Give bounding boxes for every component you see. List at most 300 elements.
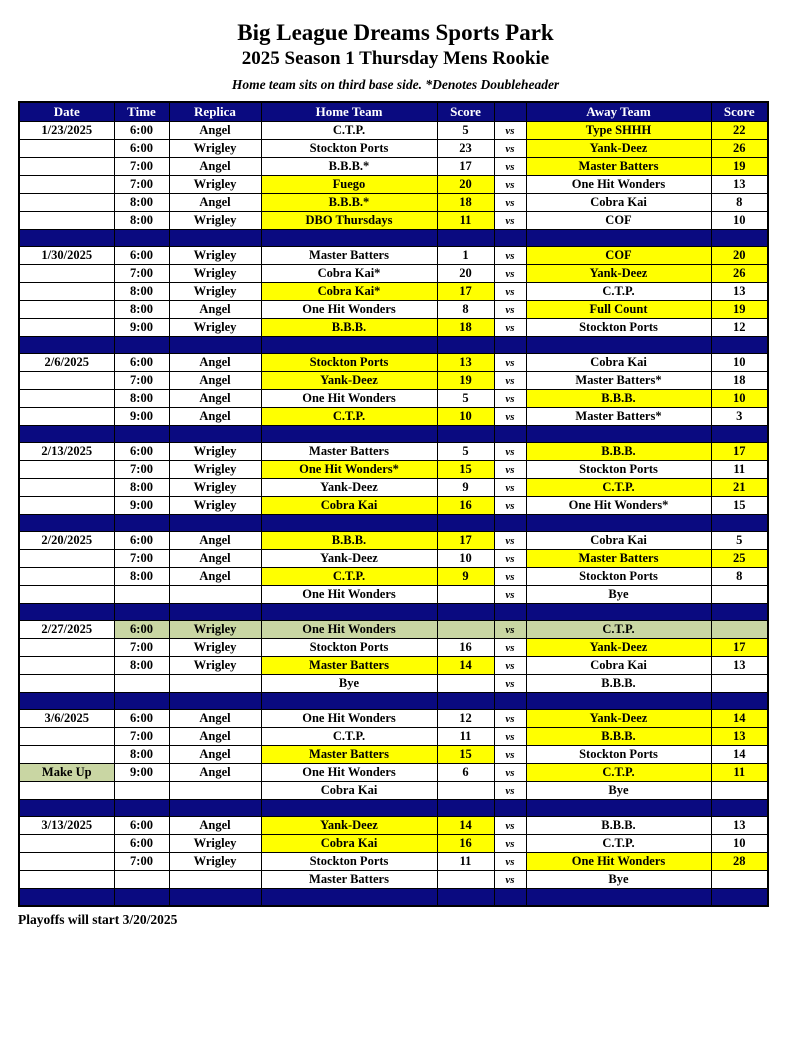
away-score-cell: 25 xyxy=(711,550,768,568)
home-score-cell: 16 xyxy=(437,639,494,657)
away-team-cell: Master Batters xyxy=(526,550,711,568)
date-cell xyxy=(19,853,114,871)
away-team-cell: Cobra Kai xyxy=(526,354,711,372)
away-score-cell: 13 xyxy=(711,283,768,301)
replica-cell: Angel xyxy=(169,532,261,550)
home-team-cell: Yank-Deez xyxy=(261,479,437,497)
home-score-cell: 12 xyxy=(437,710,494,728)
home-score-cell xyxy=(437,586,494,604)
vs-cell: vs xyxy=(494,639,526,657)
time-cell: 8:00 xyxy=(114,479,169,497)
replica-cell: Angel xyxy=(169,408,261,426)
separator-cell xyxy=(711,889,768,907)
game-row xyxy=(19,372,768,390)
away-team-cell: COF xyxy=(526,212,711,230)
time-cell: 9:00 xyxy=(114,319,169,337)
replica-cell: Wrigley xyxy=(169,443,261,461)
time-cell: 8:00 xyxy=(114,657,169,675)
separator-cell xyxy=(711,604,768,621)
vs-cell: vs xyxy=(494,354,526,372)
home-team-cell: Master Batters xyxy=(261,247,437,265)
home-score-cell: 11 xyxy=(437,728,494,746)
vs-cell: vs xyxy=(494,568,526,586)
home-team-cell: One Hit Wonders xyxy=(261,621,437,639)
separator-cell xyxy=(169,604,261,621)
home-score-cell: 11 xyxy=(437,212,494,230)
away-score-cell xyxy=(711,621,768,639)
vs-cell: vs xyxy=(494,319,526,337)
home-team-cell: One Hit Wonders xyxy=(261,710,437,728)
replica-cell: Wrigley xyxy=(169,283,261,301)
away-team-cell: Master Batters xyxy=(526,158,711,176)
away-team-cell: One Hit Wonders* xyxy=(526,497,711,515)
date-cell xyxy=(19,746,114,764)
time-cell: 8:00 xyxy=(114,212,169,230)
time-cell: 6:00 xyxy=(114,835,169,853)
time-cell xyxy=(114,586,169,604)
home-score-cell: 5 xyxy=(437,122,494,140)
date-cell xyxy=(19,212,114,230)
home-team-cell: C.T.P. xyxy=(261,568,437,586)
replica-cell: Angel xyxy=(169,390,261,408)
separator-cell xyxy=(711,426,768,443)
home-score-cell: 14 xyxy=(437,657,494,675)
column-header: Away Team xyxy=(526,102,711,122)
home-score-cell: 18 xyxy=(437,319,494,337)
game-row xyxy=(19,176,768,194)
away-team-cell: B.B.B. xyxy=(526,390,711,408)
away-score-cell: 10 xyxy=(711,354,768,372)
home-team-cell: Yank-Deez xyxy=(261,817,437,835)
time-cell: 9:00 xyxy=(114,408,169,426)
replica-cell: Angel xyxy=(169,568,261,586)
replica-cell: Angel xyxy=(169,728,261,746)
replica-cell: Angel xyxy=(169,746,261,764)
separator-cell xyxy=(114,889,169,907)
home-team-cell: Bye xyxy=(261,675,437,693)
home-score-cell: 20 xyxy=(437,176,494,194)
date-cell xyxy=(19,639,114,657)
vs-cell: vs xyxy=(494,728,526,746)
away-score-cell: 5 xyxy=(711,532,768,550)
column-header: Score xyxy=(711,102,768,122)
home-team-cell: Cobra Kai* xyxy=(261,265,437,283)
time-cell: 6:00 xyxy=(114,710,169,728)
week-separator-row xyxy=(19,426,768,443)
vs-cell: vs xyxy=(494,675,526,693)
away-team-cell: One Hit Wonders xyxy=(526,176,711,194)
game-row xyxy=(19,746,768,764)
separator-cell xyxy=(494,515,526,532)
replica-cell xyxy=(169,782,261,800)
separator-cell xyxy=(19,515,114,532)
home-score-cell: 17 xyxy=(437,283,494,301)
week-separator-row xyxy=(19,515,768,532)
away-score-cell: 13 xyxy=(711,657,768,675)
time-cell: 7:00 xyxy=(114,728,169,746)
home-score-cell xyxy=(437,871,494,889)
game-row xyxy=(19,390,768,408)
home-score-cell: 13 xyxy=(437,354,494,372)
away-team-cell: B.B.B. xyxy=(526,728,711,746)
home-score-cell: 8 xyxy=(437,301,494,319)
game-row xyxy=(19,194,768,212)
home-team-cell: Master Batters xyxy=(261,657,437,675)
separator-cell xyxy=(494,337,526,354)
game-row xyxy=(19,479,768,497)
separator-cell xyxy=(19,800,114,817)
date-cell xyxy=(19,835,114,853)
replica-cell xyxy=(169,586,261,604)
separator-cell xyxy=(114,230,169,247)
away-score-cell: 20 xyxy=(711,247,768,265)
home-team-cell: Stockton Ports xyxy=(261,354,437,372)
replica-cell: Angel xyxy=(169,372,261,390)
time-cell: 6:00 xyxy=(114,532,169,550)
away-team-cell: Stockton Ports xyxy=(526,319,711,337)
replica-cell xyxy=(169,871,261,889)
away-score-cell xyxy=(711,675,768,693)
date-cell xyxy=(19,497,114,515)
away-team-cell: C.T.P. xyxy=(526,764,711,782)
date-cell: 3/13/2025 xyxy=(19,817,114,835)
week-separator-row xyxy=(19,800,768,817)
home-score-cell xyxy=(437,621,494,639)
separator-cell xyxy=(526,800,711,817)
separator-cell xyxy=(494,693,526,710)
separator-cell xyxy=(261,889,437,907)
separator-cell xyxy=(261,337,437,354)
home-score-cell: 10 xyxy=(437,550,494,568)
away-team-cell: COF xyxy=(526,247,711,265)
playoffs-note: Playoffs will start 3/20/2025 xyxy=(18,912,178,928)
away-score-cell: 17 xyxy=(711,639,768,657)
away-score-cell: 26 xyxy=(711,140,768,158)
time-cell: 8:00 xyxy=(114,568,169,586)
date-cell xyxy=(19,390,114,408)
separator-cell xyxy=(19,889,114,907)
date-cell: 1/30/2025 xyxy=(19,247,114,265)
column-header: Time xyxy=(114,102,169,122)
home-team-cell: Stockton Ports xyxy=(261,639,437,657)
date-cell xyxy=(19,301,114,319)
separator-cell xyxy=(19,426,114,443)
separator-cell xyxy=(114,337,169,354)
page-title: Big League Dreams Sports Park xyxy=(237,20,554,45)
away-score-cell: 13 xyxy=(711,728,768,746)
away-team-cell: Yank-Deez xyxy=(526,710,711,728)
vs-cell: vs xyxy=(494,140,526,158)
away-team-cell: Type SHHH xyxy=(526,122,711,140)
replica-cell: Angel xyxy=(169,710,261,728)
away-score-cell: 8 xyxy=(711,194,768,212)
replica-cell: Wrigley xyxy=(169,853,261,871)
home-score-cell: 6 xyxy=(437,764,494,782)
home-score-cell: 18 xyxy=(437,194,494,212)
away-team-cell: B.B.B. xyxy=(526,675,711,693)
game-row xyxy=(19,122,768,140)
replica-cell: Wrigley xyxy=(169,461,261,479)
home-score-cell: 20 xyxy=(437,265,494,283)
date-cell xyxy=(19,283,114,301)
home-score-cell: 5 xyxy=(437,443,494,461)
away-team-cell: Master Batters* xyxy=(526,372,711,390)
home-team-cell: Cobra Kai* xyxy=(261,283,437,301)
vs-cell: vs xyxy=(494,247,526,265)
replica-cell: Wrigley xyxy=(169,621,261,639)
separator-cell xyxy=(114,604,169,621)
away-score-cell: 3 xyxy=(711,408,768,426)
home-team-cell: B.B.B.* xyxy=(261,158,437,176)
away-score-cell: 10 xyxy=(711,212,768,230)
game-row xyxy=(19,710,768,728)
away-team-cell: Bye xyxy=(526,871,711,889)
separator-cell xyxy=(114,426,169,443)
game-row xyxy=(19,728,768,746)
game-row xyxy=(19,871,768,889)
vs-cell: vs xyxy=(494,283,526,301)
away-team-cell: Bye xyxy=(526,782,711,800)
separator-cell xyxy=(711,230,768,247)
away-score-cell: 18 xyxy=(711,372,768,390)
game-row xyxy=(19,621,768,639)
time-cell: 6:00 xyxy=(114,122,169,140)
week-separator-row xyxy=(19,230,768,247)
date-cell xyxy=(19,194,114,212)
separator-cell xyxy=(261,426,437,443)
date-cell xyxy=(19,408,114,426)
time-cell: 7:00 xyxy=(114,176,169,194)
time-cell: 6:00 xyxy=(114,443,169,461)
away-score-cell: 14 xyxy=(711,746,768,764)
vs-cell: vs xyxy=(494,532,526,550)
away-team-cell: C.T.P. xyxy=(526,835,711,853)
away-score-cell xyxy=(711,871,768,889)
away-score-cell: 10 xyxy=(711,390,768,408)
home-team-cell: Stockton Ports xyxy=(261,140,437,158)
page-subtitle: 2025 Season 1 Thursday Mens Rookie xyxy=(241,48,550,70)
vs-cell: vs xyxy=(494,372,526,390)
separator-cell xyxy=(169,693,261,710)
replica-cell: Wrigley xyxy=(169,212,261,230)
away-score-cell: 19 xyxy=(711,158,768,176)
separator-cell xyxy=(437,693,494,710)
home-score-cell: 9 xyxy=(437,479,494,497)
date-cell xyxy=(19,871,114,889)
away-score-cell: 21 xyxy=(711,479,768,497)
replica-cell: Wrigley xyxy=(169,140,261,158)
home-score-cell: 16 xyxy=(437,497,494,515)
home-team-cell: B.B.B. xyxy=(261,532,437,550)
game-row xyxy=(19,817,768,835)
away-team-cell: Bye xyxy=(526,586,711,604)
time-cell: 8:00 xyxy=(114,390,169,408)
column-header xyxy=(494,102,526,122)
vs-cell: vs xyxy=(494,194,526,212)
vs-cell: vs xyxy=(494,122,526,140)
home-score-cell: 15 xyxy=(437,461,494,479)
date-cell: 2/13/2025 xyxy=(19,443,114,461)
separator-cell xyxy=(711,693,768,710)
game-row xyxy=(19,408,768,426)
away-score-cell: 22 xyxy=(711,122,768,140)
game-row xyxy=(19,782,768,800)
game-row xyxy=(19,550,768,568)
time-cell: 6:00 xyxy=(114,817,169,835)
away-team-cell: Stockton Ports xyxy=(526,461,711,479)
header-row xyxy=(19,102,768,122)
replica-cell: Wrigley xyxy=(169,176,261,194)
separator-cell xyxy=(526,889,711,907)
vs-cell: vs xyxy=(494,497,526,515)
date-cell xyxy=(19,657,114,675)
separator-cell xyxy=(169,889,261,907)
schedule-table-head xyxy=(19,102,768,122)
home-team-cell: B.B.B.* xyxy=(261,194,437,212)
game-row xyxy=(19,461,768,479)
away-team-cell: C.T.P. xyxy=(526,621,711,639)
separator-cell xyxy=(437,426,494,443)
home-team-cell: Yank-Deez xyxy=(261,550,437,568)
away-score-cell: 19 xyxy=(711,301,768,319)
vs-cell: vs xyxy=(494,764,526,782)
away-score-cell: 14 xyxy=(711,710,768,728)
game-row xyxy=(19,319,768,337)
separator-cell xyxy=(19,230,114,247)
separator-cell xyxy=(114,800,169,817)
home-team-cell: DBO Thursdays xyxy=(261,212,437,230)
separator-cell xyxy=(169,515,261,532)
home-score-cell xyxy=(437,782,494,800)
home-score-cell: 23 xyxy=(437,140,494,158)
separator-cell xyxy=(261,230,437,247)
away-score-cell xyxy=(711,782,768,800)
home-score-cell: 15 xyxy=(437,746,494,764)
game-row xyxy=(19,212,768,230)
vs-cell: vs xyxy=(494,301,526,319)
vs-cell: vs xyxy=(494,443,526,461)
away-team-cell: Stockton Ports xyxy=(526,746,711,764)
home-score-cell: 17 xyxy=(437,158,494,176)
away-score-cell: 26 xyxy=(711,265,768,283)
home-team-cell: Cobra Kai xyxy=(261,782,437,800)
replica-cell: Wrigley xyxy=(169,497,261,515)
replica-cell: Angel xyxy=(169,301,261,319)
time-cell: 6:00 xyxy=(114,621,169,639)
home-team-cell: Fuego xyxy=(261,176,437,194)
away-team-cell: Master Batters* xyxy=(526,408,711,426)
date-cell xyxy=(19,176,114,194)
date-cell xyxy=(19,158,114,176)
away-score-cell: 8 xyxy=(711,568,768,586)
game-row xyxy=(19,764,768,782)
time-cell: 7:00 xyxy=(114,550,169,568)
game-row xyxy=(19,301,768,319)
replica-cell: Angel xyxy=(169,764,261,782)
separator-cell xyxy=(494,889,526,907)
week-separator-row xyxy=(19,337,768,354)
date-cell xyxy=(19,550,114,568)
game-row xyxy=(19,835,768,853)
away-score-cell: 17 xyxy=(711,443,768,461)
vs-cell: vs xyxy=(494,871,526,889)
home-score-cell: 16 xyxy=(437,835,494,853)
away-team-cell: B.B.B. xyxy=(526,443,711,461)
time-cell: 6:00 xyxy=(114,247,169,265)
replica-cell: Wrigley xyxy=(169,479,261,497)
vs-cell: vs xyxy=(494,746,526,764)
home-team-cell: One Hit Wonders xyxy=(261,586,437,604)
separator-cell xyxy=(19,604,114,621)
game-row xyxy=(19,158,768,176)
date-cell: 2/27/2025 xyxy=(19,621,114,639)
game-row xyxy=(19,443,768,461)
week-separator-row xyxy=(19,693,768,710)
away-score-cell: 10 xyxy=(711,835,768,853)
game-row xyxy=(19,497,768,515)
separator-cell xyxy=(437,230,494,247)
away-team-cell: Yank-Deez xyxy=(526,140,711,158)
vs-cell: vs xyxy=(494,586,526,604)
away-team-cell: C.T.P. xyxy=(526,283,711,301)
game-row xyxy=(19,675,768,693)
time-cell: 7:00 xyxy=(114,461,169,479)
vs-cell: vs xyxy=(494,835,526,853)
date-cell xyxy=(19,372,114,390)
game-row xyxy=(19,853,768,871)
home-score-cell: 19 xyxy=(437,372,494,390)
date-cell xyxy=(19,319,114,337)
game-row xyxy=(19,140,768,158)
replica-cell: Angel xyxy=(169,550,261,568)
replica-cell: Angel xyxy=(169,158,261,176)
separator-cell xyxy=(526,337,711,354)
time-cell: 6:00 xyxy=(114,354,169,372)
home-team-cell: Master Batters xyxy=(261,746,437,764)
home-team-cell: C.T.P. xyxy=(261,122,437,140)
vs-cell: vs xyxy=(494,176,526,194)
separator-cell xyxy=(114,693,169,710)
time-cell: 6:00 xyxy=(114,140,169,158)
home-team-cell: C.T.P. xyxy=(261,408,437,426)
away-team-cell: Cobra Kai xyxy=(526,532,711,550)
separator-cell xyxy=(526,515,711,532)
time-cell: 7:00 xyxy=(114,158,169,176)
away-team-cell: Stockton Ports xyxy=(526,568,711,586)
replica-cell: Angel xyxy=(169,817,261,835)
time-cell xyxy=(114,782,169,800)
home-team-cell: C.T.P. xyxy=(261,728,437,746)
replica-cell: Angel xyxy=(169,354,261,372)
separator-cell xyxy=(437,337,494,354)
vs-cell: vs xyxy=(494,621,526,639)
game-row xyxy=(19,639,768,657)
vs-cell: vs xyxy=(494,390,526,408)
home-team-cell: Cobra Kai xyxy=(261,835,437,853)
replica-cell: Wrigley xyxy=(169,265,261,283)
separator-cell xyxy=(526,604,711,621)
separator-cell xyxy=(711,515,768,532)
date-cell: 2/20/2025 xyxy=(19,532,114,550)
schedule-table-body xyxy=(19,122,768,907)
replica-cell xyxy=(169,675,261,693)
away-team-cell: Full Count xyxy=(526,301,711,319)
date-cell xyxy=(19,728,114,746)
vs-cell: vs xyxy=(494,212,526,230)
game-row xyxy=(19,247,768,265)
date-cell xyxy=(19,140,114,158)
away-team-cell: C.T.P. xyxy=(526,479,711,497)
